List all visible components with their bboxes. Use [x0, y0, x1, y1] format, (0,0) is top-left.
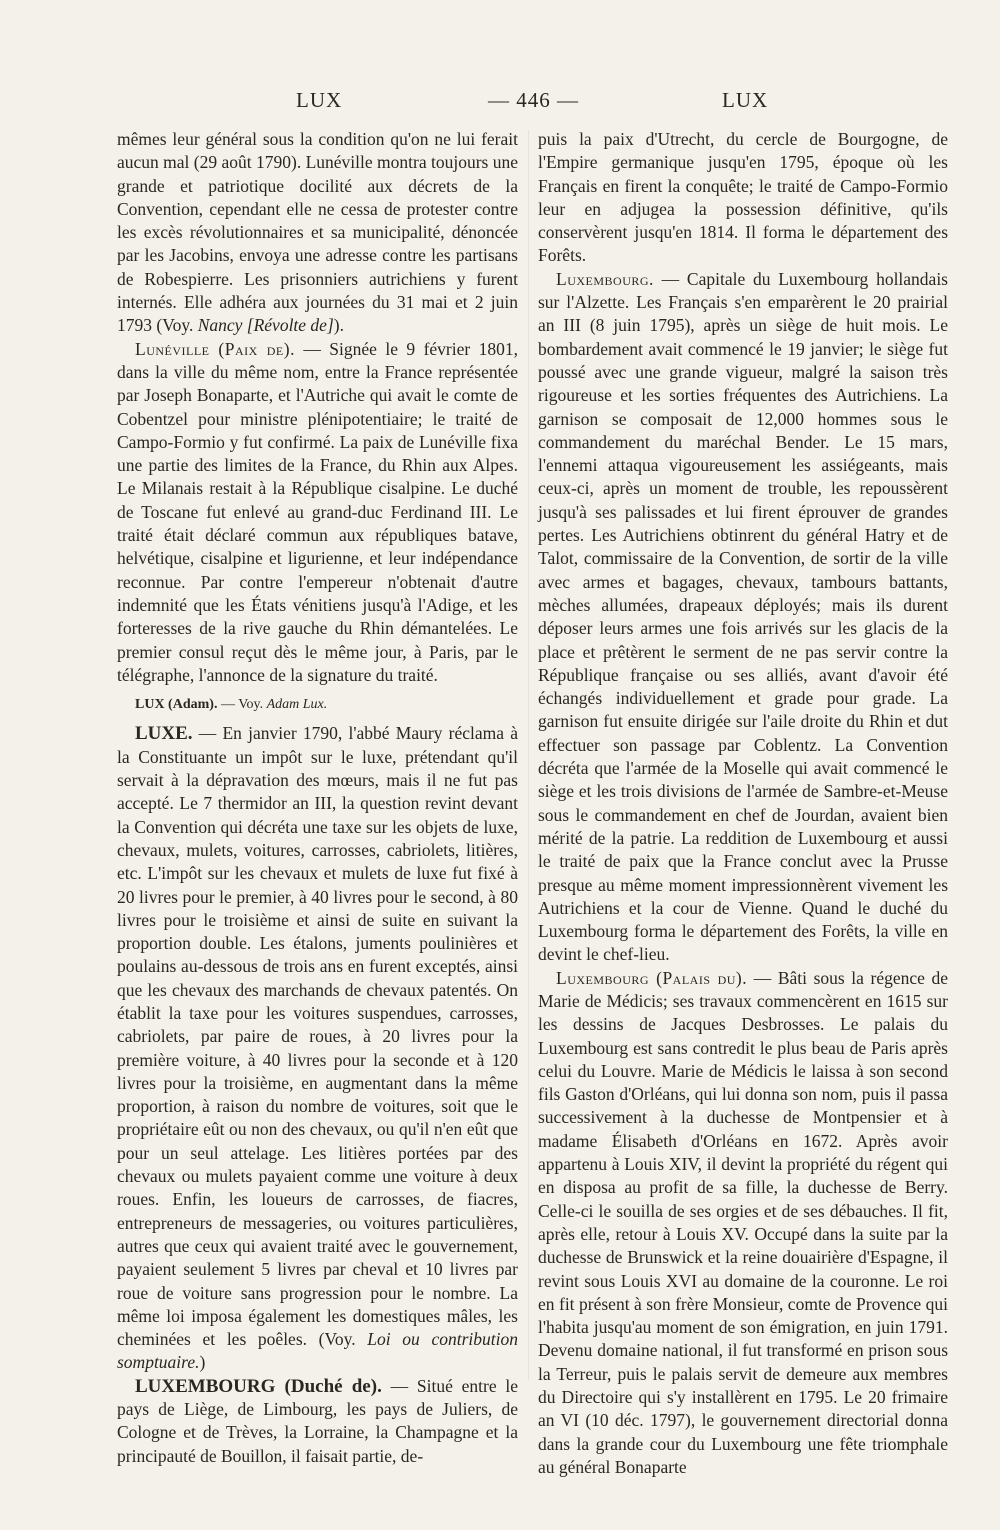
entry-luxembourg-palais: [538, 967, 948, 1480]
column-gutter: [528, 130, 529, 1380]
entry-heading: LUXE.: [135, 723, 193, 745]
cross-reference: Nancy [Révolte de]: [197, 315, 334, 336]
header-right-title: LUX: [722, 88, 769, 112]
entry-lux-adam: [117, 693, 518, 716]
paragraph-text: mêmes leur général sous la condition qu'on ne lui ferait aucun mal (29 août 1790). Lunéville montra toujours une grande et patriotique docilité aux décrets de la Convention, cependant elle ne cessa de protester contre les excès révolutionnaires et sa municipalité, dénoncée par les Jacobins, envoya une adresse contre les partisans de Robespierre. Les prisonniers autrichiens y furent internés. Elle adhéra aux journées du 31 mai et 2 juin 1793 (Voy.: [117, 129, 518, 336]
entry-luxembourg-duche: [117, 1375, 518, 1468]
entry-text: — Bâti sous la régence de Marie de Médicis; ses travaux commencèrent en 1615 sur les dessins de Jacques Desbrosses. Le palais du Luxembourg est sans contredit le plus beau de Paris après celui du Louvre. Marie de Médicis le laissa à son second fils Gaston d'Orléans, qui lui donna son nom, puis il passa successivement à la duchesse de Montpensier et à madame Élisabeth d'Orléans en 1672. Après avoir appartenu à Louis XIV, il devint la propriété du régent qui en disposa au profit de sa fille, la duchesse de Berry. Celle-ci le souilla de ses orgies et de ses débauches. Il fit, après elle, retour à Louis XV. Occupé dans la suite par la duchesse de Brunswick et la reine douairière d'Espagne, il revint sous Louis XVI au domaine de la couronne. Le roi en fit présent à son frère Monsieur, comte de Provence qui l'habita jusqu'au moment de son émigration, en juin 1791. Devenu domaine national, il fut transformé en prison sous la Terreur, puis le palais servit de demeure aux membres du Directoire qui s'y installèrent en 1795. Le 20 frimaire an VI (10 déc. 1797), le gouvernement directorial donna dans la grande cour du Luxembourg une fête triomphale au général Bonaparte: [538, 967, 948, 1477]
entry-heading: LUXEMBOURG (Duché de).: [135, 1375, 382, 1397]
right-column: [538, 128, 948, 1479]
entry-luneville-paix: [117, 338, 518, 687]
header-left-title: LUX: [296, 88, 343, 112]
paragraph-luneville-continued: [117, 128, 518, 338]
paragraph-text: ).: [333, 315, 344, 336]
entry-text: — Voy.: [217, 697, 267, 713]
entry-luxembourg-ville: [538, 268, 948, 967]
entry-text: — En janvier 1790, l'abbé Maury réclama à la Constituante un impôt sur le luxe, prétendant qu'il servait à la dépravation des mœurs, mais il ne fut pas accepté. Le 7 thermidor an III, la question revint devant la Convention qui décréta une taxe sur les objets de luxe, chevaux, mulets, voitures, carrosses, cabriolets, litières, etc. L'impôt sur les chevaux et mulets de luxe fut fixé à 20 livres pour le premier, à 40 livres pour le second, à 80 livres pour le troisième et ainsi de suite en suivant la proportion double. Les étalons, juments poulinières et poulains au-dessous de trois ans en furent exceptés, ainsi que les chevaux des marchands de chevaux patentés. On établit la taxe pour les voitures suspendues, carrosses, cabriolets, par paire de roues, à 20 livres pour la première voiture, à 40 livres pour la seconde et à 120 livres pour la troisième, en augmentant dans la même proportion, à raison du nombre de voitures, soit que le propriétaire eût ou non des chevaux, ou qu'il n'en eût que pour un seul attelage. Les litières portées par des chevaux ou mulets payaient comme une voiture à deux roues. Enfin, les loueurs de carrosses, de fiacres, entrepreneurs de messageries, ou voitures particulières, autres que ceux qui avaient traité avec le gouvernement, payaient seulement 5 livres par cheval et 10 livres par roue de voiture sans progression pour le nombre. La même loi imposa également les domestiques mâles, les cheminées et les poêles. (Voy.: [117, 723, 518, 1350]
entry-heading: Luxembourg.: [556, 268, 654, 289]
entry-heading: Lunéville (Paix de).: [135, 338, 295, 359]
entry-heading: Luxembourg (Palais du).: [556, 967, 748, 988]
left-column: [117, 128, 518, 1468]
entry-text: — Situé entre le pays de Liège, de Limbourg, les pays de Juliers, de Cologne et de Trèves, la Lorraine, la Champagne et la principauté de Bouillon, il faisait partie, de-: [117, 1375, 518, 1466]
cross-reference: Loi ou contribution somptuaire.: [117, 1329, 519, 1373]
page-number: — 446 —: [488, 88, 579, 112]
cross-reference: Adam Lux.: [266, 697, 328, 713]
entry-heading: LUX (Adam).: [135, 697, 218, 713]
running-header: [0, 88, 1000, 118]
entry-luxe: [117, 722, 518, 1374]
entry-text: ): [199, 1352, 206, 1373]
paragraph-duche-continued: puis la paix d'Utrecht, du cercle de Bourgogne, de l'Empire germanique jusqu'en 1795, époque où les Français en firent la conquête; le traité de Campo-Formio leur en adjugea la possession définitive, qu'ils conservèrent jusqu'en 1814. Il forma le département des Forêts.: [538, 129, 948, 266]
entry-text: — Capitale du Luxembourg hollandais sur l'Alzette. Les Français s'en emparèrent le 20 prairial an III (8 juin 1795), après un siège de huit mois. Le bombardement avait commencé le 19 janvier; le siège fut poussé avec une grande vigueur, malgré la saison très rigoureuse et les sorties fréquentes des Autrichiens. La garnison se composait de 12,000 hommes sous le commandement du maréchal Bender. Le 15 mars, l'ennemi attaqua vigoureusement les assiégeants, mais ceux-ci, après un moment de trouble, les repoussèrent jusqu'à ses palissades et lui firent éprouver de grandes pertes. Les Autrichiens obtinrent du général Hatry et de Talot, commissaire de la Convention, de sortir de la ville avec armes et bagages, chevaux, tambours battants, mèches allumées, drapeaux déployés; mais ils durent déposer leurs armes une fois arrivés sur les glacis de la place et prêtèrent le serment de ne pas servir contre la République française ou ses alliés, avant d'avoir été échangés individuellement et grade pour grade. La garnison fut ensuite dirigée sur l'aile droite du Rhin et dut effectuer son passage par Coblentz. La Convention décréta que l'armée de la Moselle qui avait commencé le siège et les trois divisions de l'armée de Sambre-et-Meuse sous le commandement en chef de Jourdan, avaient bien mérité de la patrie. La reddition de Luxembourg et aussi le traité de paix que la France conclut avec la Prusse presque au même moment impressionnèrent vivement les Autrichiens et la cour de Vienne. Quand le duché du Luxembourg forma le département des Forêts, la ville en devint le chef-lieu.: [538, 268, 948, 965]
entry-text: — Signée le 9 février 1801, dans la ville du même nom, entre la France représentée par Joseph Bonaparte, et l'Autriche qui avait le comte de Cobentzel pour ministre plénipotentiaire; le traité de Campo-Formio y fut confirmé. La paix de Lunéville fixa une partie des limites de la France, du Rhin aux Alpes. Le Milanais restait à la République cisalpine. Le duché de Toscane fut enlevé au grand-duc Ferdinand III. Le traité était déclaré commun aux républiques batave, helvétique, cisalpine et ligurienne, et leur indépendance reconnue. Par contre l'empereur n'obtenait d'autre indemnité que les États vénitiens jusqu'à l'Adige, et les forteresses de la rive gauche du Rhin démantelées. Le premier consul reçut dès le même jour, à Paris, par le télégraphe, l'annonce de la signature du traité.: [117, 338, 519, 685]
